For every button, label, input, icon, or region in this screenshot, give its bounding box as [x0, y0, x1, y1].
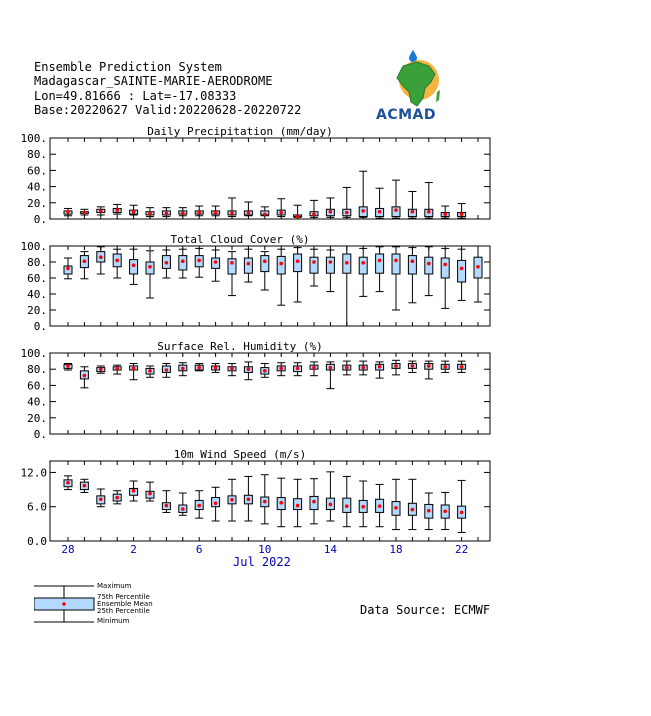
x-tick-label: 2: [130, 543, 137, 556]
month-label: Jul 2022: [233, 555, 291, 569]
mean-marker: [99, 209, 103, 213]
y-tick-label: 40.: [27, 395, 47, 409]
mean-marker: [329, 260, 333, 264]
mean-marker: [312, 212, 316, 216]
y-tick-label: 60.: [27, 164, 47, 178]
iqr-box: [244, 258, 252, 273]
mean-marker: [247, 262, 251, 266]
legend-ensemble-mean: Ensemble Mean: [97, 600, 153, 608]
mean-marker: [378, 365, 382, 369]
x-tick-label: 14: [323, 543, 338, 556]
mean-marker: [427, 509, 431, 513]
mean-marker: [312, 260, 316, 264]
y-tick-label: 80.: [27, 148, 47, 162]
mean-marker: [214, 501, 218, 505]
mean-marker: [378, 504, 382, 508]
mean-marker: [427, 364, 431, 368]
mean-marker: [83, 259, 87, 263]
header-title: Ensemble Prediction System: [34, 60, 222, 74]
mean-marker: [394, 259, 398, 263]
iqr-box: [310, 257, 318, 273]
mean-marker: [132, 489, 136, 493]
mean-marker: [378, 210, 382, 214]
mean-marker: [132, 210, 136, 214]
x-tick-label: 28: [61, 543, 75, 556]
mean-marker: [132, 367, 136, 371]
mean-marker: [411, 210, 415, 214]
y-tick-label: 20.: [27, 304, 47, 317]
iqr-box: [376, 254, 384, 273]
mean-marker: [296, 259, 300, 263]
mean-marker: [99, 497, 103, 501]
mean-marker: [148, 265, 152, 269]
mean-marker: [411, 259, 415, 263]
mean-marker: [99, 255, 103, 259]
mean-marker: [443, 263, 447, 267]
mean-marker: [394, 364, 398, 368]
panel-frame: [50, 138, 490, 219]
mean-marker: [115, 259, 119, 263]
legend-75th-percentile: 75th Percentile: [97, 593, 150, 601]
mean-marker: [443, 365, 447, 369]
mean-marker: [148, 369, 152, 373]
mean-marker: [345, 504, 349, 508]
y-tick-label: 40.: [27, 288, 47, 301]
mean-marker: [427, 262, 431, 266]
mean-marker: [361, 505, 365, 509]
legend-graphic: [34, 582, 104, 626]
mean-marker: [279, 262, 283, 266]
y-tick-label: 20.: [27, 196, 47, 210]
iqr-box: [359, 257, 367, 274]
y-tick-label: 100.: [20, 132, 47, 145]
mean-marker: [296, 504, 300, 508]
mean-marker: [312, 366, 316, 370]
mean-marker: [197, 211, 201, 215]
mean-marker: [115, 496, 119, 500]
mean-marker: [263, 259, 267, 263]
y-tick-label: 40.: [27, 180, 47, 194]
mean-marker: [247, 211, 251, 215]
mean-marker: [66, 481, 70, 485]
mean-marker: [476, 265, 480, 269]
mean-marker: [279, 501, 283, 505]
legend-25th-percentile: 25th Percentile: [97, 607, 150, 615]
mean-marker: [296, 367, 300, 371]
mean-marker: [148, 212, 152, 216]
y-tick-label: 80.: [27, 256, 47, 269]
mean-marker: [443, 509, 447, 513]
iqr-box: [425, 257, 433, 274]
mean-marker: [66, 210, 70, 214]
mean-marker: [460, 365, 464, 369]
y-tick-label: 60.: [27, 272, 47, 285]
mean-marker: [247, 367, 251, 371]
mean-marker: [345, 366, 349, 370]
mean-marker: [165, 261, 169, 265]
mean-marker: [181, 212, 185, 216]
mean-marker: [345, 211, 349, 215]
mean-marker: [279, 367, 283, 371]
mean-marker: [460, 212, 464, 216]
x-tick-label: 22: [454, 543, 469, 556]
y-tick-label: 0.: [33, 213, 47, 226]
mean-marker: [460, 511, 464, 515]
mean-marker: [345, 261, 349, 265]
mean-marker: [230, 498, 234, 502]
mean-marker: [214, 211, 218, 215]
y-tick-label: 12.0: [20, 466, 47, 480]
mean-marker: [329, 366, 333, 370]
header-validity: Base:20220627 Valid:20220628-20220722: [34, 103, 302, 117]
iqr-box: [261, 256, 269, 272]
y-tick-label: 0.: [33, 428, 47, 441]
mean-marker: [132, 263, 136, 267]
x-tick-label: 10: [258, 543, 272, 556]
mean-marker: [247, 497, 251, 501]
mean-marker: [214, 260, 218, 264]
mean-marker: [296, 215, 300, 219]
panel-title: Total Cloud Cover (%): [170, 233, 310, 246]
mean-marker: [263, 369, 267, 373]
panel-title: Daily Precipitation (mm/day): [147, 125, 333, 138]
panel-title: Surface Rel. Humidity (%): [157, 340, 323, 353]
mean-marker: [83, 484, 87, 488]
logo-text: ACMAD: [376, 107, 436, 123]
x-tick-label: 18: [389, 543, 403, 556]
mean-marker: [165, 368, 169, 372]
mean-marker: [329, 210, 333, 214]
mean-marker: [427, 210, 431, 214]
mean-marker: [165, 212, 169, 216]
iqr-box: [458, 260, 466, 282]
data-source: Data Source: ECMWF: [360, 603, 491, 617]
mean-marker: [230, 367, 234, 371]
mean-marker: [115, 208, 119, 212]
mean-marker: [148, 492, 152, 496]
mean-marker: [378, 259, 382, 263]
header-station: Madagascar_SAINTE-MARIE-AERODROME: [34, 74, 273, 88]
mean-marker: [115, 367, 119, 371]
iqr-box: [441, 258, 449, 278]
mean-marker: [361, 209, 365, 213]
mean-marker: [443, 212, 447, 216]
mean-marker: [197, 366, 201, 370]
y-tick-label: 100.: [20, 347, 47, 360]
mean-marker: [230, 261, 234, 265]
mean-marker: [181, 259, 185, 263]
mean-marker: [197, 259, 201, 263]
legend-minimum: Minimum: [97, 617, 130, 625]
y-tick-label: 80.: [27, 363, 47, 377]
iqr-box: [392, 254, 400, 274]
mean-marker: [99, 367, 103, 371]
y-tick-label: 20.: [27, 411, 47, 425]
mean-marker: [83, 211, 87, 215]
mean-marker: [181, 367, 185, 371]
mean-marker: [263, 500, 267, 504]
mean-marker: [279, 211, 283, 215]
mean-marker: [230, 212, 234, 216]
mean-marker: [411, 508, 415, 512]
mean-marker: [329, 503, 333, 507]
mean-marker: [165, 504, 169, 508]
mean-marker: [214, 366, 218, 370]
mean-marker: [460, 267, 464, 271]
mean-marker: [394, 208, 398, 212]
mean-marker: [197, 504, 201, 508]
y-tick-label: 60.: [27, 379, 47, 393]
mean-marker: [411, 364, 415, 368]
mean-marker: [83, 374, 87, 378]
legend-maximum: Maximum: [97, 582, 132, 590]
y-tick-label: 0.0: [27, 535, 47, 548]
y-tick-label: 6.0: [27, 500, 47, 514]
mean-marker: [66, 267, 70, 271]
x-tick-label: 6: [195, 543, 203, 556]
header-coordinates: Lon=49.81666 : Lat=-17.08333: [34, 89, 237, 103]
mean-marker: [66, 364, 70, 368]
mean-marker: [361, 366, 365, 370]
y-tick-label: 0.: [33, 320, 47, 333]
mean-marker: [312, 500, 316, 504]
mean-marker: [361, 261, 365, 265]
y-tick-label: 100.: [20, 240, 47, 253]
mean-marker: [181, 507, 185, 511]
iqr-box: [408, 256, 416, 274]
mean-marker: [263, 212, 267, 216]
iqr-box: [326, 257, 334, 273]
mean-marker: [394, 506, 398, 510]
panel-title: 10m Wind Speed (m/s): [173, 448, 307, 461]
